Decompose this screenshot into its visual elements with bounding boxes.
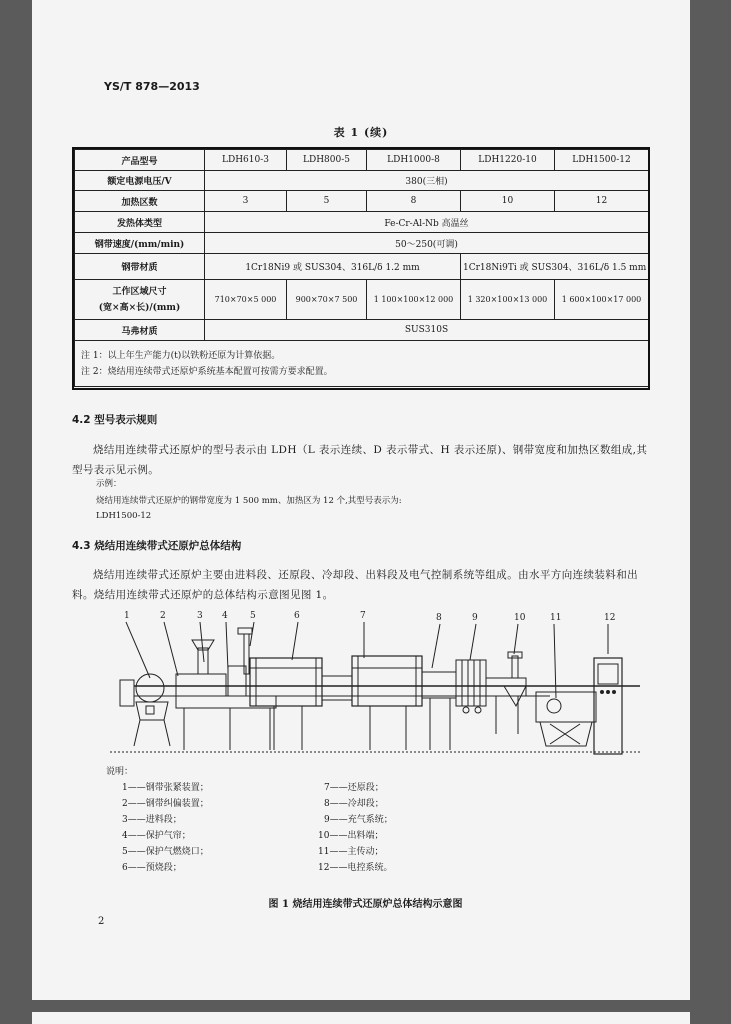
callout-label: 6 xyxy=(294,611,300,621)
callout-label: 9 xyxy=(472,613,478,623)
zone-size-label-1: 工作区域尺寸 xyxy=(112,286,167,297)
belt-value-a: 1Cr18Ni9 或 SUS304、316L/δ 1.2 mm xyxy=(205,254,461,280)
legend-item: 4——保护气帘； xyxy=(122,831,191,841)
voltage-value: 380(三相) xyxy=(205,171,649,191)
zone-size-label-2: (宽×高×长)/(mm) xyxy=(98,302,181,313)
zone-size-cell: 1 100×100×12 000 xyxy=(367,280,461,320)
belt-label: 钢带材质 xyxy=(75,254,205,280)
zone-size-cell: 1 320×100×13 000 xyxy=(461,280,555,320)
zones-cell: 10 xyxy=(461,191,555,212)
muffle-value: SUS310S xyxy=(205,320,649,341)
callout-label: 2 xyxy=(160,611,166,621)
heater-label: 发热体类型 xyxy=(75,212,205,233)
callout-label: 4 xyxy=(222,611,228,621)
example-text: 烧结用连续带式还原炉的钢带宽度为 1 500 mm、加热区为 12 个,其型号表示为: xyxy=(96,496,402,506)
table-row xyxy=(75,150,649,171)
table-row xyxy=(75,320,649,341)
muffle-label: 马弗材质 xyxy=(75,320,205,341)
next-page-edge xyxy=(32,1012,690,1024)
callout-label: 12 xyxy=(604,613,616,623)
figure-caption: 图 1 烧结用连续带式还原炉总体结构示意图 xyxy=(268,899,463,910)
legend-item: 10——出料端； xyxy=(318,831,384,841)
zones-label: 加热区数 xyxy=(75,191,205,212)
callout-label: 5 xyxy=(250,611,256,621)
table-note-2: 注 2：烧结用连续带式还原炉系统基本配置可按需方要求配置。 xyxy=(81,366,333,377)
speed-label: 钢带速度/(mm/min) xyxy=(75,233,205,254)
table-caption: 表 1 (续) xyxy=(333,126,389,139)
zone-size-cell: 900×70×7 500 xyxy=(287,280,367,320)
zone-size-cell: 710×70×5 000 xyxy=(205,280,287,320)
table-row xyxy=(75,233,649,254)
table-row xyxy=(75,280,649,320)
callout-label: 1 xyxy=(124,611,130,621)
legend-item: 9——充气系统； xyxy=(324,815,393,825)
model-cell: LDH1500-12 xyxy=(555,150,649,171)
zone-size-cell: 1 600×100×17 000 xyxy=(555,280,649,320)
callout-label: 7 xyxy=(360,611,366,621)
model-cell: LDH610-3 xyxy=(205,150,287,171)
model-cell: LDH1220-10 xyxy=(461,150,555,171)
section-4-3-paragraph: 烧结用连续带式还原炉主要由进料段、还原段、冷却段、出料段及电气控制系统等组成。由水平方向连续装料和出料。烧结用连续带式还原炉的总体结构示意图见图 1。 xyxy=(72,569,638,601)
example-model: LDH1500-12 xyxy=(96,511,152,521)
legend-item: 3——进料段； xyxy=(122,815,182,825)
zone-size-label xyxy=(75,280,205,320)
belt-value-b: 1Cr18Ni9Ti 或 SUS304、316L/δ 1.5 mm xyxy=(461,254,649,280)
legend-item: 8——冷却段； xyxy=(324,799,384,809)
heater-value: Fe-Cr-Al-Nb 高温丝 xyxy=(205,212,649,233)
table-notes xyxy=(75,341,649,387)
section-4-2-paragraph: 烧结用连续带式还原炉的型号表示由 LDH（L 表示连续、D 表示带式、H 表示还原)、钢带宽度和加热区数组成,其型号表示见示例。 xyxy=(72,444,648,476)
callout-label: 3 xyxy=(197,611,203,621)
furnace-structure-diagram xyxy=(80,606,646,762)
callout-label: 10 xyxy=(514,613,526,623)
section-4-2-title: 4.2 型号表示规则 xyxy=(72,414,158,426)
legend-title: 说明： xyxy=(106,767,134,777)
zones-cell: 5 xyxy=(287,191,367,212)
legend-item: 1——钢带张紧装置； xyxy=(122,783,209,793)
table-row xyxy=(75,191,649,212)
zones-cell: 8 xyxy=(367,191,461,212)
speed-value: 50～250(可调) xyxy=(205,233,649,254)
legend-item: 11——主传动； xyxy=(318,847,384,857)
example-label: 示例： xyxy=(96,479,122,489)
page-number: 2 xyxy=(98,916,105,927)
zones-cell: 3 xyxy=(205,191,287,212)
legend-item: 2——钢带纠偏装置； xyxy=(122,799,209,809)
table-row xyxy=(75,341,649,387)
standard-code: YS/T 878—2013 xyxy=(104,80,200,93)
table-row xyxy=(75,254,649,280)
callout-label: 11 xyxy=(550,613,562,623)
callout-label: 8 xyxy=(436,613,442,623)
voltage-label: 额定电源电压/V xyxy=(75,171,205,191)
model-cell: LDH800-5 xyxy=(287,150,367,171)
model-label: 产品型号 xyxy=(75,150,205,171)
zones-cell: 12 xyxy=(555,191,649,212)
spec-table xyxy=(74,149,649,387)
legend-item: 6——预烧段； xyxy=(122,863,182,873)
table-row xyxy=(75,212,649,233)
section-4-3-title: 4.3 烧结用连续带式还原炉总体结构 xyxy=(72,540,242,552)
legend-item: 5——保护气燃烧口； xyxy=(122,847,209,857)
table-row xyxy=(75,171,649,191)
legend-item: 12——电控系统。 xyxy=(318,863,393,873)
model-cell: LDH1000-8 xyxy=(367,150,461,171)
table-note-1: 注 1：以上年生产能力(t)以铁粉还原为计算依据。 xyxy=(81,350,281,361)
legend-item: 7——还原段； xyxy=(324,783,384,793)
